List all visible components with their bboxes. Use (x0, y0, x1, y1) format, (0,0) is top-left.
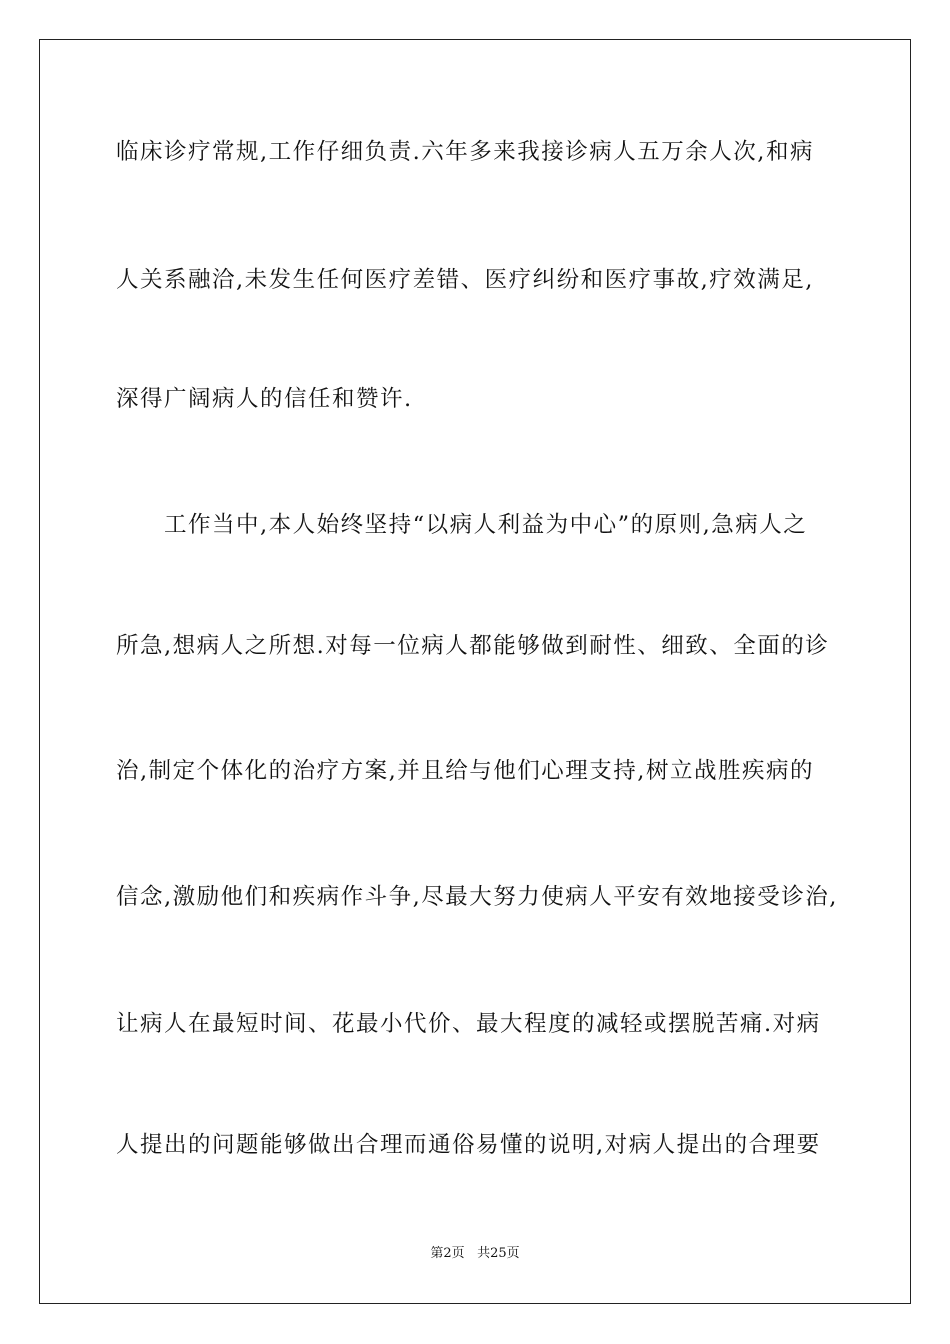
page-footer (0, 1246, 950, 1262)
text-line-3: 深得广阔病人的信任和赞许. (116, 386, 413, 412)
text-line-4: 工作当中,本人始终坚持“以病人利益为中心”的原则,急病人之 (164, 512, 808, 538)
page-number: 第2页 (430, 1246, 465, 1261)
text-line-6: 治,制定个体化的治疗方案,并且给与他们心理支持,树立战胜疾病的 (116, 758, 814, 784)
text-line-2: 人关系融洽,未发生任何医疗差错、医疗纠纷和医疗事故,疗效满足, (116, 267, 814, 293)
text-line-7: 信念,激励他们和疾病作斗争,尽最大努力使病人平安有效地接受诊治, (116, 884, 838, 910)
text-line-5: 所急,想病人之所想.对每一位病人都能够做到耐性、细致、全面的诊 (116, 633, 830, 659)
text-line-9: 人提出的问题能够做出合理而通俗易懂的说明,对病人提出的合理要 (116, 1132, 821, 1158)
page-total: 共25页 (477, 1246, 520, 1261)
text-line-8: 让病人在最短时间、花最小代价、最大程度的减轻或摆脱苦痛.对病 (116, 1011, 821, 1037)
text-line-1: 临床诊疗常规,工作仔细负责.六年多来我接诊病人五万余人次,和病 (116, 139, 814, 165)
page-border (39, 39, 911, 1304)
